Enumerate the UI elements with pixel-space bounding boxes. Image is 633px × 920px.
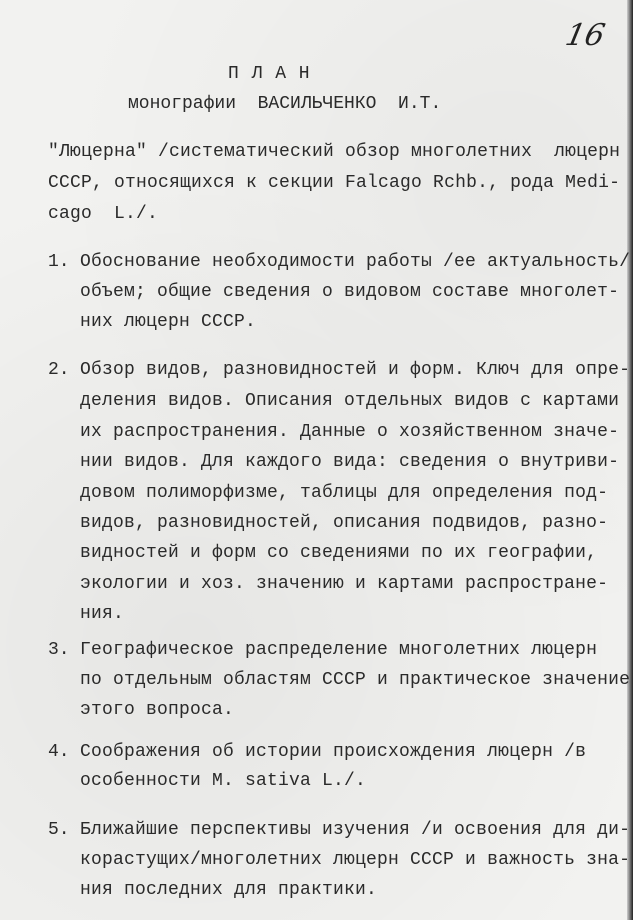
item-number: 3.	[48, 640, 70, 660]
item-number: 2.	[48, 360, 70, 380]
item-line: этого вопроса.	[80, 700, 235, 720]
item-line: видностей и форм со сведениями по их географии,	[80, 543, 598, 563]
intro-line: cago L./.	[48, 204, 159, 224]
item-line: объем; общие сведения о видовом составе многолет-	[80, 282, 620, 302]
item-line: нии видов. Для каждого вида: сведения о внутриви-	[80, 452, 620, 472]
item-number: 1.	[48, 252, 70, 272]
item-line: корастущих/многолетних люцерн СССР и важность зна-	[80, 850, 631, 870]
item-line: по отдельным областям СССР и практическое значение	[80, 670, 631, 690]
document-subtitle: монографии ВАСИЛЬЧЕНКО И.Т.	[128, 94, 442, 114]
item-line: особенности M. sativa L./.	[80, 771, 367, 791]
item-line: Обзор видов, разновидностей и форм. Ключ для опре-	[80, 360, 631, 380]
item-line: Обоснование необходимости работы /ее актуальность/	[80, 252, 631, 272]
item-number: 5.	[48, 820, 70, 840]
document-title: П Л А Н	[228, 64, 311, 84]
item-line: довом полиморфизме, таблицы для определения под-	[80, 483, 609, 503]
item-line: Географическое распределение многолетних люцерн	[80, 640, 598, 660]
handwritten-page-number: 16	[562, 18, 608, 53]
item-line: них люцерн СССР.	[80, 312, 257, 332]
intro-line: "Люцерна" /систематический обзор многолетних люцерн	[48, 142, 621, 162]
item-line: ния последних для практики.	[80, 880, 378, 900]
item-line: Ближайшие перспективы изучения /и освоения для ди-	[80, 820, 631, 840]
item-number: 4.	[48, 742, 70, 762]
intro-line: СССР, относящихся к секции Falcago Rchb., рода Medi-	[48, 173, 621, 193]
item-line: экологии и хоз. значению и картами распростране-	[80, 574, 609, 594]
item-line: видов, разновидностей, описания подвидов, разно-	[80, 513, 609, 533]
page-edge-shadow	[627, 0, 633, 920]
item-line: ния.	[80, 604, 125, 624]
item-line: Соображения об истории происхождения люцерн /в	[80, 742, 587, 762]
item-line: деления видов. Описания отдельных видов с картами	[80, 391, 620, 411]
item-line: их распространения. Данные о хозяйственном значе-	[80, 422, 620, 442]
